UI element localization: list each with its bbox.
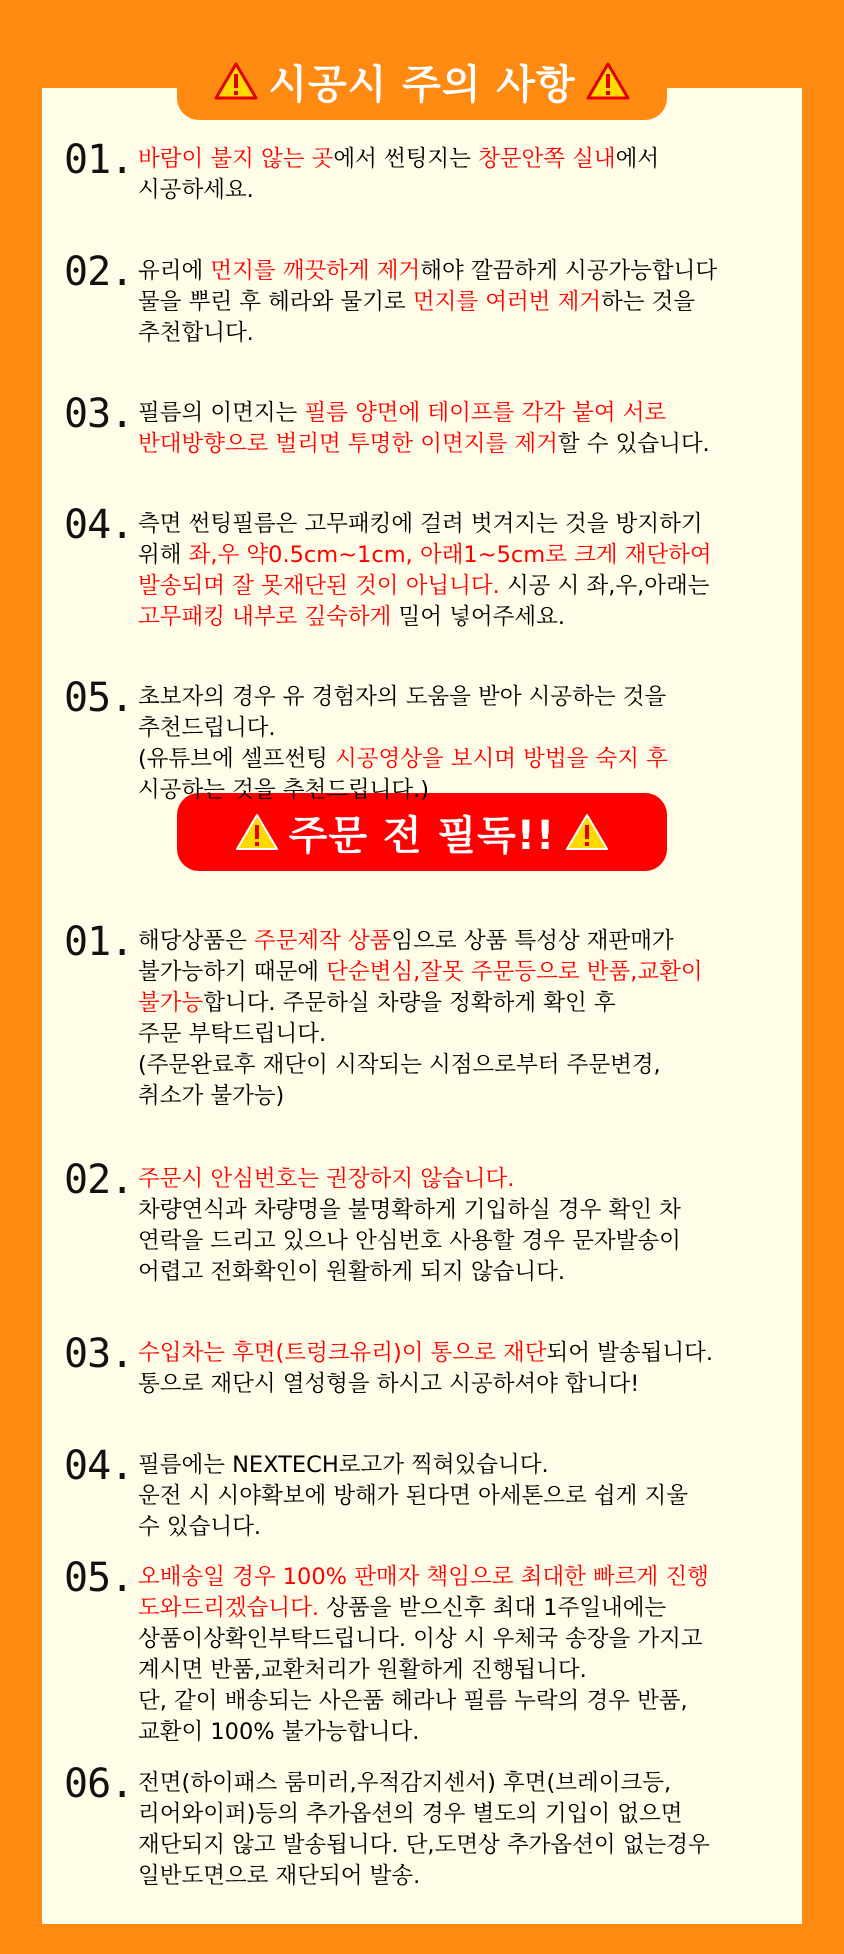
text-line xyxy=(138,256,717,287)
text-line xyxy=(138,318,717,349)
text-line xyxy=(138,1717,709,1748)
text-line xyxy=(138,1338,713,1369)
body-text: 필름에는 NEXTECH로고가 찍혀있습니다. xyxy=(138,1452,549,1478)
caution-item xyxy=(64,675,784,806)
body-text: 유리에 xyxy=(138,258,211,284)
body-text: 해당상품은 xyxy=(138,928,254,954)
highlight-text: 불가능 xyxy=(138,990,204,1016)
highlight-text: 좌,우 약0.5cm~1cm, 아래1~5cm로 크게 재단하여 xyxy=(188,542,712,568)
text-line xyxy=(138,1081,703,1112)
text-line xyxy=(138,429,710,460)
item-number: 03. xyxy=(64,1331,134,1377)
order-item xyxy=(64,1443,784,1543)
order-item xyxy=(64,919,784,1112)
order-item xyxy=(64,1331,784,1400)
body-text: 주문 부탁드립니다. xyxy=(138,1021,327,1047)
highlight-text: 도와드리겠습니다. xyxy=(138,1595,320,1621)
body-text: 계시면 반품,교환처리가 원활하게 진행됩니다. xyxy=(138,1657,587,1683)
body-text: (유튜브에 셀프썬팅 xyxy=(138,746,335,772)
text-line xyxy=(138,1562,709,1593)
item-text xyxy=(138,1764,710,1892)
text-line xyxy=(138,509,712,540)
body-text: 추천드립니다. xyxy=(138,715,276,741)
text-line xyxy=(138,1481,688,1512)
highlight-text: 주문제작 상품 xyxy=(253,928,392,954)
order-notice-banner-title: 주문 전 필독!! xyxy=(288,812,556,859)
text-line xyxy=(138,1050,703,1081)
text-line xyxy=(138,175,659,206)
highlight-text: 단순변심,잘못 주문등으로 반품,교환이 xyxy=(326,959,703,985)
text-line xyxy=(138,287,717,318)
body-text: 할 수 있습니다. xyxy=(557,431,710,457)
item-number: 02. xyxy=(64,1157,134,1203)
body-text: 위해 xyxy=(138,542,189,568)
item-text xyxy=(138,678,668,806)
text-line xyxy=(138,957,703,988)
text-line xyxy=(138,1164,681,1195)
body-text: 어렵고 전화확인이 원활하게 되지 않습니다. xyxy=(138,1259,565,1285)
item-text xyxy=(138,1334,713,1400)
item-text xyxy=(138,1160,681,1288)
body-text: 시공하는 것을 추천드립니다.) xyxy=(138,777,430,803)
text-line xyxy=(138,1226,681,1257)
text-line xyxy=(138,1369,713,1400)
item-number: 03. xyxy=(64,391,134,437)
highlight-text: 반대방향으로 벌리면 투명한 이면지를 제거 xyxy=(138,431,558,457)
text-line xyxy=(138,1799,710,1830)
body-text: 교환이 100% 불가능합니다. xyxy=(138,1719,420,1745)
text-line xyxy=(138,1195,681,1226)
body-text: 단, 같이 배송되는 사은품 헤라나 필름 누락의 경우 반품, xyxy=(138,1688,688,1714)
body-text: 차량연식과 차량명을 불명확하게 기입하실 경우 확인 차 xyxy=(138,1197,681,1223)
text-line xyxy=(138,1686,709,1717)
body-text: 초보자의 경우 유 경험자의 도움을 받아 시공하는 것을 xyxy=(138,684,667,710)
highlight-text: 수입차는 후면(트렁크유리)이 통으로 재단 xyxy=(138,1340,547,1366)
item-number: 01. xyxy=(64,137,134,183)
caution-item xyxy=(64,249,784,349)
body-text: 불가능하기 때문에 xyxy=(138,959,327,985)
body-text: 상품이상확인부탁드립니다. 이상 시 우체국 송장을 가지고 xyxy=(138,1626,703,1652)
text-line xyxy=(138,713,668,744)
body-text: 임으로 상품 특성상 재판매가 xyxy=(391,928,674,954)
body-text: 운전 시 시야확보에 방해가 된다면 아세톤으로 쉽게 지울 xyxy=(138,1483,688,1509)
item-number: 04. xyxy=(64,502,134,548)
body-text: 해야 깔끔하게 시공가능합니다 xyxy=(420,258,718,284)
body-text: 연락을 드리고 있으나 안심번호 사용할 경우 문자발송이 xyxy=(138,1228,681,1254)
body-text: 추천합니다. xyxy=(138,320,254,346)
caution-item xyxy=(64,391,784,460)
body-text: 통으로 재단시 열성형을 하시고 시공하셔야 합니다! xyxy=(138,1371,640,1397)
body-text: 전면(하이패스 룸미러,우적감지센서) 후면(브레이크등, xyxy=(138,1770,672,1796)
body-text: 하는 것을 xyxy=(601,289,696,315)
text-line xyxy=(138,1019,703,1050)
item-text xyxy=(138,252,717,349)
highlight-text: 먼지를 깨끗하게 제거 xyxy=(210,258,421,284)
item-number: 05. xyxy=(64,675,134,721)
text-line xyxy=(138,1593,709,1624)
caution-item xyxy=(64,137,784,206)
body-text: 에서 xyxy=(615,146,660,172)
highlight-text: 발송되며 잘 못재단된 것이 아닙니다. xyxy=(138,573,500,599)
text-line xyxy=(138,398,710,429)
order-item xyxy=(64,1555,784,1748)
body-text: 리어와이퍼)등의 추가옵션의 경우 별도의 기입이 없으면 xyxy=(138,1801,683,1827)
item-number: 06. xyxy=(64,1761,134,1807)
text-line xyxy=(138,988,703,1019)
body-text: (주문완료후 재단이 시작되는 시점으로부터 주문변경, xyxy=(138,1052,661,1078)
highlight-text: 주문시 안심번호는 권장하지 않습니다. xyxy=(138,1166,515,1192)
text-line xyxy=(138,1450,688,1481)
text-line xyxy=(138,602,712,633)
body-text: 재단되지 않고 발송됩니다. 단,도면상 추가옵션이 없는경우 xyxy=(138,1832,710,1858)
item-text xyxy=(138,505,712,633)
highlight-text: 먼지를 여러번 제거 xyxy=(412,289,602,315)
text-line xyxy=(138,926,703,957)
body-text: 에서 썬팅지는 xyxy=(333,146,479,172)
text-line xyxy=(138,682,668,713)
warning-triangle-icon xyxy=(586,61,630,101)
highlight-text: 필름 양면에 테이프를 각각 붙여 서로 xyxy=(304,400,667,426)
text-line xyxy=(138,744,668,775)
body-text: 상품을 받으신후 최대 1주일내에는 xyxy=(319,1595,667,1621)
warning-triangle-icon xyxy=(214,61,258,101)
caution-banner-title: 시공시 주의 사항 xyxy=(268,61,576,108)
body-text: 수 있습니다. xyxy=(138,1514,261,1540)
item-text xyxy=(138,394,710,460)
item-number: 05. xyxy=(64,1555,134,1601)
body-text: 필름의 이면지는 xyxy=(138,400,305,426)
text-line xyxy=(138,144,659,175)
highlight-text: 창문안쪽 실내 xyxy=(478,146,616,172)
body-text: 밀어 넣어주세요. xyxy=(391,604,565,630)
warning-triangle-icon xyxy=(565,812,609,852)
body-text: 되어 발송됩니다. xyxy=(546,1340,713,1366)
text-line xyxy=(138,1830,710,1861)
caution-item xyxy=(64,502,784,633)
body-text: 물을 뿌린 후 헤라와 물기로 xyxy=(138,289,413,315)
text-line xyxy=(138,1768,710,1799)
order-item xyxy=(64,1157,784,1288)
highlight-text: 오배송일 경우 100% 판매자 책임으로 최대한 빠르게 진행 xyxy=(138,1564,709,1590)
item-number: 01. xyxy=(64,919,134,965)
item-number: 04. xyxy=(64,1443,134,1489)
item-text xyxy=(138,140,659,206)
body-text: 일반도면으로 재단되어 발송. xyxy=(138,1863,421,1889)
caution-banner xyxy=(177,42,667,120)
body-text: 취소가 불가능) xyxy=(138,1083,285,1109)
item-text xyxy=(138,922,703,1112)
text-line xyxy=(138,540,712,571)
highlight-text: 시공영상을 보시며 방법을 숙지 후 xyxy=(334,746,668,772)
body-text: 합니다. 주문하실 차량을 정확하게 확인 후 xyxy=(203,990,616,1016)
item-text xyxy=(138,1446,688,1543)
text-line xyxy=(138,1861,710,1892)
text-line xyxy=(138,1655,709,1686)
warning-triangle-icon xyxy=(235,812,279,852)
text-line xyxy=(138,571,712,602)
text-line xyxy=(138,775,668,806)
text-line xyxy=(138,1624,709,1655)
item-number: 02. xyxy=(64,249,134,295)
body-text: 측면 썬팅필름은 고무패킹에 걸려 벗겨지는 것을 방지하기 xyxy=(138,511,703,537)
highlight-text: 고무패킹 내부로 깊숙하게 xyxy=(138,604,392,630)
order-item xyxy=(64,1761,784,1892)
text-line xyxy=(138,1257,681,1288)
highlight-text: 바람이 불지 않는 곳 xyxy=(138,146,334,172)
text-line xyxy=(138,1512,688,1543)
body-text: 시공 시 좌,우,아래는 xyxy=(499,573,710,599)
body-text: 시공하세요. xyxy=(138,177,254,203)
item-text xyxy=(138,1558,709,1748)
